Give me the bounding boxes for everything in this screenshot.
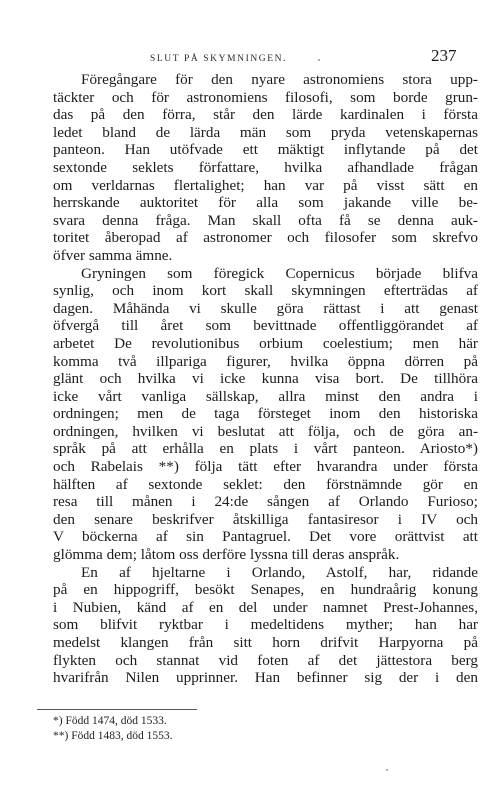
text-line: V böckerna af sin Pantagruel. Det vore orättvist att xyxy=(53,528,478,546)
text-line: dagen. Måhända vi skulle göra rättast i att genast xyxy=(53,299,478,317)
text-line: panteon. Han utöfvade ett mäktigt inflytande på det xyxy=(53,141,478,159)
text-line: i Nubien, känd af en del under namnet Prest-Johannes, xyxy=(53,598,478,616)
footnote-ariosto: *) Född 1474, död 1533. xyxy=(53,715,167,727)
text-line: herrskande auktoritet för alla som jakande ville be- xyxy=(53,194,478,212)
page-header xyxy=(0,44,504,74)
text-line: Föregångare för den nyare astronomiens stora upp- xyxy=(81,71,478,88)
print-speck xyxy=(318,59,320,61)
text-line: den senare beskrifver åtskilliga fantasiresor i IV och xyxy=(53,510,478,528)
text-line: komma två illpariga figurer, hvilka öppna dörren på xyxy=(53,352,478,370)
text-line: Gryningen som föregick Copernicus började blifva xyxy=(81,264,478,282)
text-line: arbetet De revolutionibus orbium coelestium; men här xyxy=(53,334,478,352)
text-line: ledet bland de lärda män som pryda vetenskapernas xyxy=(53,123,478,141)
footnote-rabelais: **) Född 1483, död 1553. xyxy=(53,730,173,742)
footnotes xyxy=(53,714,172,744)
text-line: En af hjeltarne i Orlando, Astolf, har, ridande xyxy=(81,563,478,581)
text-line: svara denna fråga. Man skall ofta få se denna auk- xyxy=(53,211,478,229)
text-line: das på den förra, står den lärde kardinalen i första xyxy=(53,106,478,124)
text-line: öfver samma ämne. xyxy=(53,246,173,264)
text-line: språk på att erhålla en plats i vårt panteon. Ariosto*) xyxy=(53,440,478,458)
text-line: flykten och stannat vid foten af det jättestora berg xyxy=(53,651,478,669)
footnote-rule xyxy=(37,709,197,710)
text-line: hälften af sextonde seklet: den förstnämnde gör en xyxy=(53,475,478,493)
body-text xyxy=(53,71,478,687)
text-line: om verldarnas flertalighet; han var på visst sätt en xyxy=(53,176,478,194)
text-line: synlig, och inom kort skall skymningen efterträdas af xyxy=(53,282,478,300)
text-line: sextonde seklets författare, hvilka afhandlade frågan xyxy=(53,158,478,176)
text-line: medelst klangen från sitt horn drifvit Harpyorna på xyxy=(53,634,478,651)
text-line: resa till månen i 24:de sången af Orlando Furioso; xyxy=(53,493,478,511)
text-line: icke vårt vanliga sällskap, allra minst den andra i xyxy=(53,387,478,405)
text-line: glömma dem; låtom oss derföre lyssna till deras anspråk. xyxy=(53,546,400,564)
text-line: toritet åberopad af astronomer och filosofer som skrefvo xyxy=(53,229,478,247)
running-title: SLUT PÅ SKYMNINGEN. xyxy=(150,54,288,64)
text-line: täckter och för astronomiens filosofi, som borde grun- xyxy=(53,88,478,106)
text-line: ordningen; men de taga försteget inom den historiska xyxy=(53,405,478,423)
text-line: på en hippogriff, besökt Senapes, en hundraårig konung xyxy=(53,581,478,599)
text-line: hvarifrån Nilen upprinner. Han befinner sig der i den xyxy=(53,669,478,687)
text-line: och Rabelais **) följa tätt efter hvarandra under första xyxy=(53,458,478,476)
text-line: ordningen, hvilken vi beslutat att följa, och de göra an- xyxy=(53,422,478,440)
text-line: som blifvit ryktbar i medeltidens myther; han har xyxy=(53,616,478,634)
text-line: öfvergå till året som bevittnade offentliggörandet af xyxy=(53,317,478,335)
page-number: 237 xyxy=(431,46,457,65)
print-speck xyxy=(386,769,388,771)
text-line: glänt och hvilka vi icke kunna visa bort. De tillhöra xyxy=(53,370,478,388)
